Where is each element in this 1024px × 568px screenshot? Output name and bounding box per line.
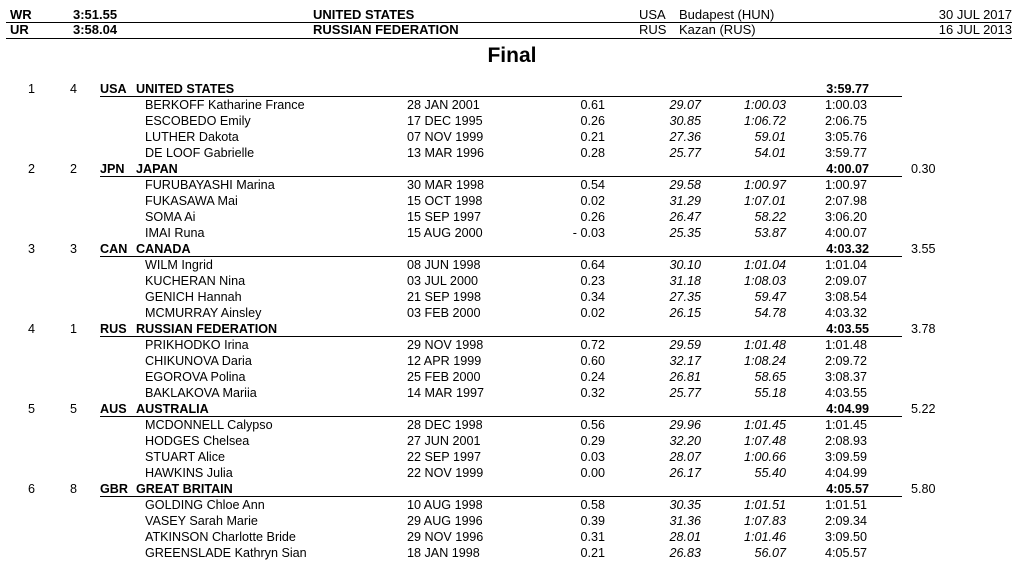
cumulative-time: 2:09.07 — [824, 274, 867, 288]
cumulative-time: 2:09.34 — [824, 514, 867, 528]
team-behind: 3.78 — [911, 322, 936, 336]
team-time: 4:05.57 — [826, 482, 869, 496]
split-50: 27.36 — [669, 130, 701, 144]
cumulative-time: 2:07.98 — [824, 194, 867, 208]
split-100: 1:01.51 — [743, 498, 786, 512]
split-100: 54.01 — [754, 146, 786, 160]
team-rank: 2 — [28, 162, 36, 176]
swimmer-row — [0, 145, 1024, 161]
swimmer-dob: 14 MAR 1997 — [407, 386, 485, 400]
record-noc: RUS — [639, 22, 667, 37]
reaction-time: 0.03 — [580, 450, 605, 464]
split-100: 53.87 — [754, 226, 786, 240]
team-noc: AUS — [100, 402, 127, 416]
record-divider-bottom — [6, 38, 1012, 39]
team-noc: RUS — [100, 322, 127, 336]
swimmer-row — [0, 545, 1024, 561]
swimmer-row — [0, 369, 1024, 385]
split-50: 26.83 — [669, 546, 701, 560]
swimmer-row — [0, 497, 1024, 513]
split-50: 26.47 — [669, 210, 701, 224]
reaction-time: 0.31 — [580, 530, 605, 544]
swimmer-name: IMAI Runa — [145, 226, 205, 240]
split-50: 30.35 — [669, 498, 701, 512]
swimmer-dob: 29 AUG 1996 — [407, 514, 483, 528]
team-behind: 3.55 — [911, 242, 936, 256]
swimmer-row — [0, 225, 1024, 241]
swimmer-dob: 27 JUN 2001 — [407, 434, 481, 448]
swimmer-row — [0, 449, 1024, 465]
swimmer-dob: 17 DEC 1995 — [407, 114, 483, 128]
team-lane: 1 — [70, 322, 78, 336]
split-50: 28.01 — [669, 530, 701, 544]
reaction-time: 0.39 — [580, 514, 605, 528]
swimmer-row — [0, 337, 1024, 353]
split-50: 25.35 — [669, 226, 701, 240]
reaction-time: 0.26 — [580, 210, 605, 224]
team-noc: USA — [100, 82, 127, 96]
record-time: 3:51.55 — [73, 7, 118, 22]
swimmer-name: MCMURRAY Ainsley — [145, 306, 262, 320]
reaction-time: 0.23 — [580, 274, 605, 288]
split-50: 29.58 — [669, 178, 701, 192]
cumulative-time: 3:08.54 — [824, 290, 867, 304]
team-rank: 5 — [28, 402, 36, 416]
swimmer-dob: 10 AUG 1998 — [407, 498, 483, 512]
reaction-time: 0.32 — [580, 386, 605, 400]
split-100: 59.47 — [754, 290, 786, 304]
swimmer-row — [0, 289, 1024, 305]
split-50: 31.18 — [669, 274, 701, 288]
swimmer-dob: 08 JUN 1998 — [407, 258, 481, 272]
swimmer-name: BAKLAKOVA Mariia — [145, 386, 257, 400]
cumulative-time: 2:08.93 — [824, 434, 867, 448]
swimmer-name: ATKINSON Charlotte Bride — [145, 530, 296, 544]
swimmer-row — [0, 257, 1024, 273]
swimmer-dob: 15 AUG 2000 — [407, 226, 483, 240]
swimmer-name: BERKOFF Katharine France — [145, 98, 305, 112]
team-time: 4:03.32 — [826, 242, 869, 256]
cumulative-time: 1:00.03 — [824, 98, 867, 112]
swimmer-row — [0, 177, 1024, 193]
swimmer-name: MCDONNELL Calypso — [145, 418, 273, 432]
record-row-wr — [6, 7, 1012, 22]
cumulative-time: 2:09.72 — [824, 354, 867, 368]
record-date: 16 JUL 2013 — [938, 22, 1012, 37]
split-100: 1:07.01 — [743, 194, 786, 208]
swimmer-name: GENICH Hannah — [145, 290, 242, 304]
swimmer-name: HAWKINS Julia — [145, 466, 233, 480]
split-100: 1:00.03 — [743, 98, 786, 112]
swimmer-name: HODGES Chelsea — [145, 434, 250, 448]
team-behind: 5.80 — [911, 482, 936, 496]
reaction-time: 0.21 — [580, 546, 605, 560]
team-row — [0, 241, 1024, 257]
record-label: UR — [10, 22, 29, 37]
cumulative-time: 1:01.51 — [824, 498, 867, 512]
swimmer-row — [0, 193, 1024, 209]
swimmer-row — [0, 529, 1024, 545]
split-100: 1:07.48 — [743, 434, 786, 448]
record-label: WR — [10, 7, 32, 22]
team-name: RUSSIAN FEDERATION — [136, 322, 278, 336]
cumulative-time: 1:01.45 — [824, 418, 867, 432]
page-title: Final — [487, 44, 537, 67]
swimmer-row — [0, 209, 1024, 225]
team-time: 4:04.99 — [826, 402, 869, 416]
cumulative-time: 3:05.76 — [824, 130, 867, 144]
swimmer-dob: 25 FEB 2000 — [407, 370, 481, 384]
split-100: 54.78 — [754, 306, 786, 320]
swimmer-dob: 12 APR 1999 — [407, 354, 482, 368]
team-rank: 4 — [28, 322, 36, 336]
cumulative-time: 3:59.77 — [824, 146, 867, 160]
swimmer-name: STUART Alice — [145, 450, 226, 464]
split-100: 1:01.48 — [743, 338, 786, 352]
swimmer-dob: 28 DEC 1998 — [407, 418, 483, 432]
team-time: 4:03.55 — [826, 322, 869, 336]
reaction-time: 0.54 — [580, 178, 605, 192]
swimmer-row — [0, 353, 1024, 369]
swimmer-name: FUKASAWA Mai — [145, 194, 238, 208]
team-name: GREAT BRITAIN — [136, 482, 233, 496]
split-100: 1:01.45 — [743, 418, 786, 432]
record-time: 3:58.04 — [73, 22, 118, 37]
record-place: Kazan (RUS) — [679, 22, 756, 37]
team-lane: 4 — [70, 82, 78, 96]
swimmer-name: ESCOBEDO Emily — [145, 114, 251, 128]
split-50: 31.36 — [669, 514, 701, 528]
team-row — [0, 321, 1024, 337]
split-50: 25.77 — [669, 146, 701, 160]
team-lane: 3 — [70, 242, 78, 256]
cumulative-time: 2:06.75 — [824, 114, 867, 128]
results-table — [0, 81, 1024, 561]
split-50: 25.77 — [669, 386, 701, 400]
swimmer-row — [0, 465, 1024, 481]
cumulative-time: 1:00.97 — [824, 178, 867, 192]
split-100: 1:00.66 — [743, 450, 786, 464]
team-time: 4:00.07 — [826, 162, 869, 176]
reaction-time: 0.58 — [580, 498, 605, 512]
reaction-time: 0.64 — [580, 258, 605, 272]
record-row-ur — [6, 22, 1012, 37]
swimmer-dob: 28 JAN 2001 — [407, 98, 480, 112]
reaction-time: 0.60 — [580, 354, 605, 368]
split-50: 32.20 — [669, 434, 701, 448]
swimmer-name: CHIKUNOVA Daria — [145, 354, 252, 368]
split-100: 1:08.03 — [743, 274, 786, 288]
team-lane: 8 — [70, 482, 78, 496]
split-100: 59.01 — [754, 130, 786, 144]
swimmer-name: LUTHER Dakota — [145, 130, 239, 144]
team-noc: GBR — [100, 482, 128, 496]
reaction-time: 0.02 — [580, 194, 605, 208]
swimmer-dob: 30 MAR 1998 — [407, 178, 485, 192]
swimmer-row — [0, 129, 1024, 145]
reaction-time: 0.00 — [580, 466, 605, 480]
team-time: 3:59.77 — [826, 82, 869, 96]
split-100: 55.18 — [754, 386, 786, 400]
swimmer-name: PRIKHODKO Irina — [145, 338, 249, 352]
team-name: CANADA — [136, 242, 191, 256]
team-row — [0, 81, 1024, 97]
cumulative-time: 4:05.57 — [824, 546, 867, 560]
split-50: 27.35 — [669, 290, 701, 304]
swimmer-row — [0, 97, 1024, 113]
split-50: 26.17 — [669, 466, 701, 480]
split-50: 26.81 — [669, 370, 701, 384]
split-50: 29.96 — [669, 418, 701, 432]
swimmer-name: EGOROVA Polina — [145, 370, 246, 384]
swimmer-name: FURUBAYASHI Marina — [145, 178, 275, 192]
split-100: 1:00.97 — [743, 178, 786, 192]
reaction-time: - 0.03 — [572, 226, 605, 240]
reaction-time: 0.29 — [580, 434, 605, 448]
cumulative-time: 4:00.07 — [824, 226, 867, 240]
reaction-time: 0.26 — [580, 114, 605, 128]
swimmer-row — [0, 417, 1024, 433]
swimmer-dob: 29 NOV 1998 — [407, 338, 484, 352]
swimmer-dob: 22 NOV 1999 — [407, 466, 484, 480]
cumulative-time: 1:01.48 — [824, 338, 867, 352]
swimmer-row — [0, 305, 1024, 321]
team-behind: 5.22 — [911, 402, 936, 416]
reaction-time: 0.61 — [580, 98, 605, 112]
split-50: 32.17 — [669, 354, 701, 368]
split-100: 1:01.04 — [743, 258, 786, 272]
team-row — [0, 401, 1024, 417]
swimmer-row — [0, 273, 1024, 289]
swimmer-dob: 21 SEP 1998 — [407, 290, 481, 304]
reaction-time: 0.28 — [580, 146, 605, 160]
swimmer-row — [0, 433, 1024, 449]
swimmer-name: VASEY Sarah Marie — [145, 514, 258, 528]
split-50: 30.10 — [669, 258, 701, 272]
swimmer-dob: 13 MAR 1996 — [407, 146, 485, 160]
reaction-time: 0.56 — [580, 418, 605, 432]
record-holder: UNITED STATES — [313, 7, 415, 22]
team-lane: 2 — [70, 162, 78, 176]
swimmer-name: WILM Ingrid — [145, 258, 213, 272]
split-100: 1:06.72 — [743, 114, 786, 128]
swimmer-dob: 15 OCT 1998 — [407, 194, 483, 208]
split-50: 31.29 — [669, 194, 701, 208]
cumulative-time: 3:09.59 — [824, 450, 867, 464]
split-100: 56.07 — [754, 546, 786, 560]
cumulative-time: 4:04.99 — [824, 466, 867, 480]
split-100: 58.65 — [754, 370, 786, 384]
cumulative-time: 3:08.37 — [824, 370, 867, 384]
team-rank: 3 — [28, 242, 36, 256]
team-noc: CAN — [100, 242, 128, 256]
split-100: 55.40 — [754, 466, 786, 480]
record-holder: RUSSIAN FEDERATION — [313, 22, 459, 37]
team-row — [0, 481, 1024, 497]
reaction-time: 0.24 — [580, 370, 605, 384]
split-50: 29.59 — [669, 338, 701, 352]
split-50: 26.15 — [669, 306, 701, 320]
team-rank: 6 — [28, 482, 36, 496]
split-50: 29.07 — [669, 98, 701, 112]
team-noc: JPN — [100, 162, 125, 176]
swimmer-dob: 07 NOV 1999 — [407, 130, 484, 144]
swimmer-dob: 29 NOV 1996 — [407, 530, 484, 544]
swimmer-name: GOLDING Chloe Ann — [145, 498, 265, 512]
team-name: AUSTRALIA — [136, 402, 209, 416]
team-row — [0, 161, 1024, 177]
team-lane: 5 — [70, 402, 78, 416]
reaction-time: 0.21 — [580, 130, 605, 144]
swimmer-dob: 22 SEP 1997 — [407, 450, 481, 464]
reaction-time: 0.34 — [580, 290, 605, 304]
swimmer-name: SOMA Ai — [145, 210, 196, 224]
team-name: JAPAN — [136, 162, 178, 176]
team-name: UNITED STATES — [136, 82, 235, 96]
record-divider — [6, 22, 1012, 23]
swimmer-name: GREENSLADE Kathryn Sian — [145, 546, 307, 560]
team-rank: 1 — [28, 82, 36, 96]
record-place: Budapest (HUN) — [679, 7, 775, 22]
swimmer-dob: 18 JAN 1998 — [407, 546, 480, 560]
cumulative-time: 4:03.55 — [824, 386, 867, 400]
reaction-time: 0.02 — [580, 306, 605, 320]
swimmer-dob: 15 SEP 1997 — [407, 210, 481, 224]
record-noc: USA — [639, 7, 666, 22]
swimmer-name: KUCHERAN Nina — [145, 274, 246, 288]
cumulative-time: 4:03.32 — [824, 306, 867, 320]
cumulative-time: 3:06.20 — [824, 210, 867, 224]
swimmer-name: DE LOOF Gabrielle — [145, 146, 255, 160]
split-50: 30.85 — [669, 114, 701, 128]
swimmer-dob: 03 JUL 2000 — [407, 274, 478, 288]
split-100: 58.22 — [754, 210, 786, 224]
split-50: 28.07 — [669, 450, 701, 464]
cumulative-time: 1:01.04 — [824, 258, 867, 272]
split-100: 1:01.46 — [743, 530, 786, 544]
split-100: 1:07.83 — [743, 514, 786, 528]
swimmer-row — [0, 113, 1024, 129]
team-behind: 0.30 — [911, 162, 936, 176]
record-date: 30 JUL 2017 — [938, 7, 1012, 22]
swimmer-row — [0, 385, 1024, 401]
split-100: 1:08.24 — [743, 354, 786, 368]
reaction-time: 0.72 — [580, 338, 605, 352]
swimmer-dob: 03 FEB 2000 — [407, 306, 481, 320]
swimmer-row — [0, 513, 1024, 529]
cumulative-time: 3:09.50 — [824, 530, 867, 544]
